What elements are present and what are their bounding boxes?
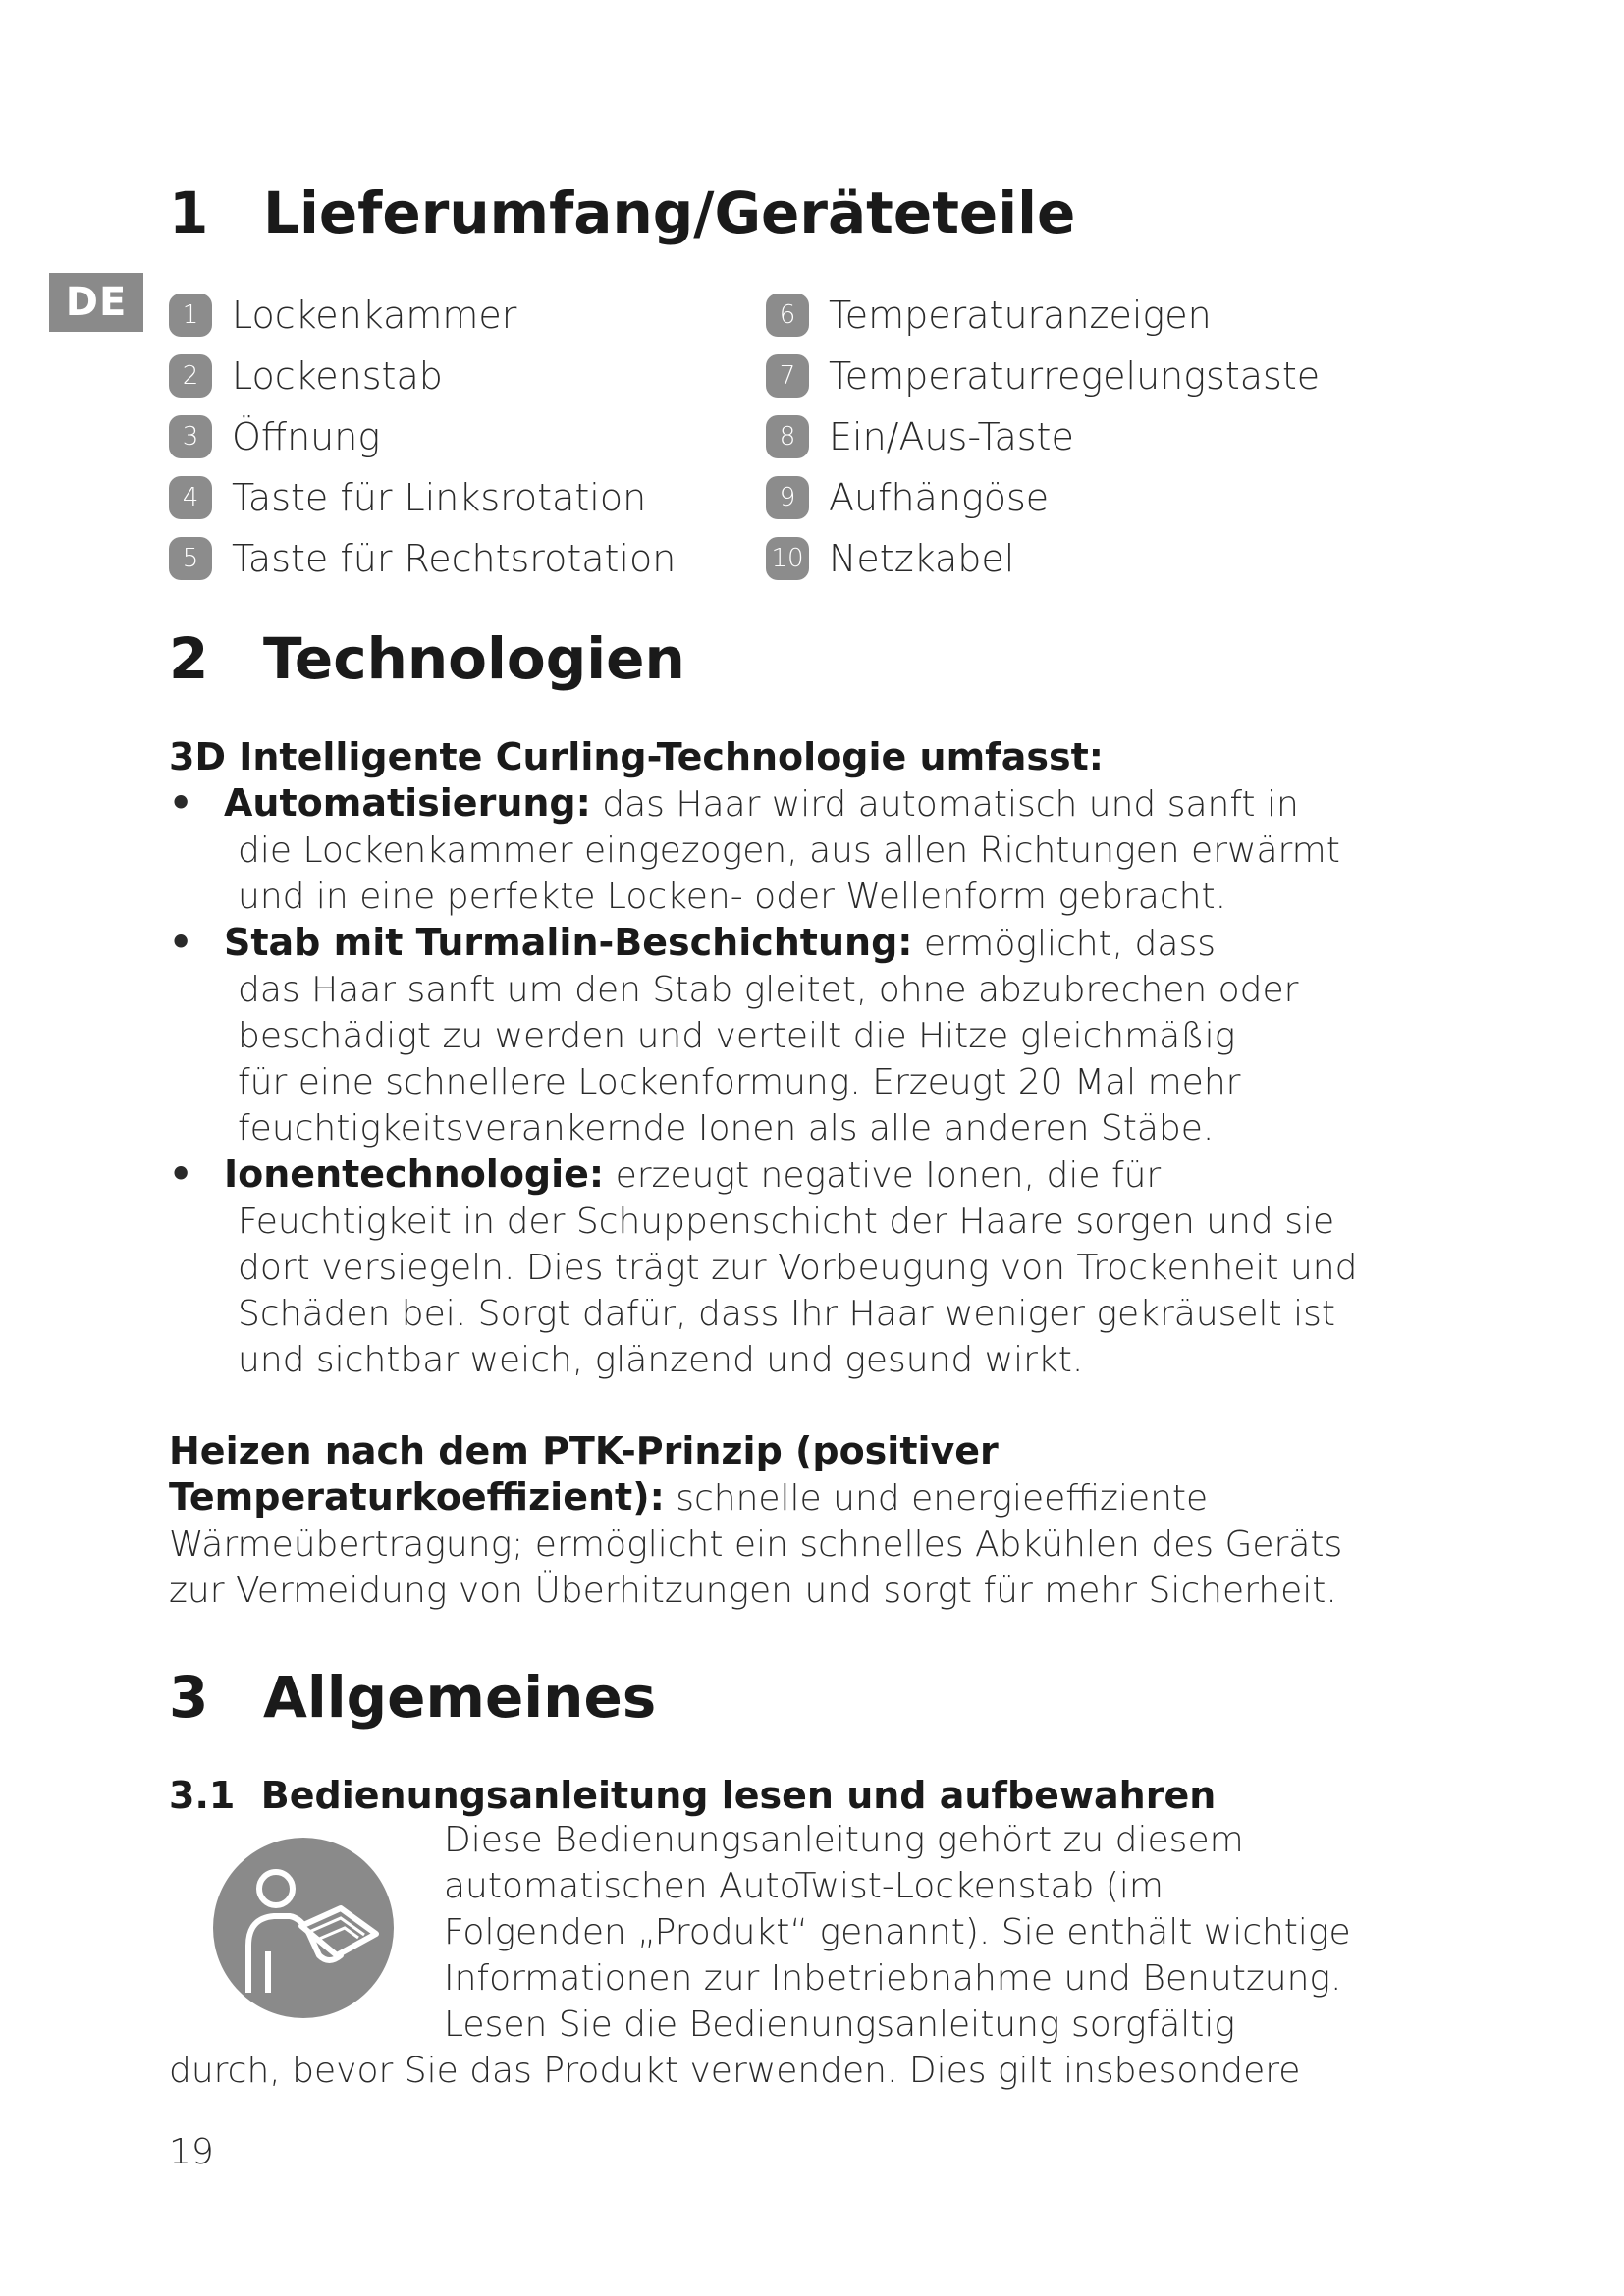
part-item <box>169 406 766 467</box>
part-item <box>766 285 1394 346</box>
bullet-line: beschädigt zu werden und verteilt die Hitze gleichmäßig <box>238 1016 1236 1056</box>
part-label: Taste für Linksrotation <box>232 476 647 519</box>
part-label: Netzkabel <box>829 537 1015 580</box>
bullet-lead: Automatisierung: <box>224 781 591 825</box>
section-2-heading <box>169 625 685 692</box>
part-number-badge: 4 <box>169 476 212 519</box>
intro-line: automatischen AutoTwist-Lockenstab (im <box>444 1866 1164 1906</box>
intro-continuation <box>169 2048 1406 2094</box>
part-label: Temperaturanzeigen <box>829 294 1212 337</box>
part-number-badge: 8 <box>766 415 809 458</box>
section-3-heading <box>169 1664 657 1731</box>
part-label: Taste für Rechtsrotation <box>232 537 677 580</box>
part-item <box>766 467 1394 528</box>
bullet-dot: • <box>169 921 193 964</box>
part-label: Temperaturregelungstaste <box>829 354 1321 398</box>
part-label: Öffnung <box>232 415 381 458</box>
bullet-text: ermöglicht, dass <box>912 924 1216 964</box>
bullet-line: Feuchtigkeit in der Schuppenschicht der Haare sorgen und sie <box>238 1201 1335 1242</box>
intro-line: durch, bevor Sie das Produkt verwenden. Dies gilt insbesondere <box>169 2051 1301 2091</box>
intro-line: Folgenden „Produkt“ genannt). Sie enthält wichtige <box>444 1912 1351 1952</box>
parts-column-left <box>169 285 766 589</box>
part-item <box>169 346 766 406</box>
bullet-lead: Ionentechnologie: <box>224 1152 605 1196</box>
technology-section <box>169 734 1406 1383</box>
intro-line: Lesen Sie die Bedienungsanleitung sorgfältig <box>444 2004 1235 2045</box>
subsection-title: Bedienungsanleitung lesen und aufbewahren <box>260 1774 1217 1817</box>
bullet-dot: • <box>169 1152 193 1196</box>
bullet-line: feuchtigkeitsverankernde Ionen als alle anderen Stäbe. <box>238 1108 1215 1148</box>
bullet-line: für eine schnellere Lockenformung. Erzeugt 20 Mal mehr <box>238 1062 1241 1102</box>
section-3-title: Allgemeines <box>263 1664 657 1731</box>
part-number-badge: 2 <box>169 354 212 398</box>
bullet-line: und sichtbar weich, glänzend und gesund wirkt. <box>238 1340 1084 1380</box>
part-number-badge: 9 <box>766 476 809 519</box>
subsection-3-1-heading <box>169 1773 1406 1819</box>
section-1-title: Lieferumfang/Geräteteile <box>263 180 1076 246</box>
language-tab: DE <box>49 273 143 332</box>
bullet-dot: • <box>169 781 193 825</box>
ptk-line: zur Vermeidung von Überhitzungen und sorgt für mehr Sicherheit. <box>169 1571 1337 1611</box>
bullet-line: die Lockenkammer eingezogen, aus allen Richtungen erwärmt <box>238 830 1340 871</box>
bullet-text: das Haar wird automatisch und sanft in <box>590 784 1299 825</box>
bullet-lead: Stab mit Turmalin-Beschichtung: <box>224 921 913 964</box>
ptk-heading-line: Temperaturkoeffizient): <box>169 1475 665 1519</box>
part-label: Lockenstab <box>232 354 443 398</box>
ptk-heading-line: Heizen nach dem PTK-Prinzip (positiver <box>169 1429 999 1472</box>
part-number-badge: 3 <box>169 415 212 458</box>
part-label: Ein/Aus-Taste <box>829 415 1074 458</box>
part-item <box>766 528 1394 589</box>
part-item <box>169 285 766 346</box>
bullet-line: Schäden bei. Sorgt dafür, dass Ihr Haar weniger gekräuselt ist <box>238 1294 1335 1334</box>
section-1-heading <box>169 180 1076 246</box>
intro-paragraph <box>444 1817 1426 2048</box>
section-2-title: Technologien <box>263 625 685 692</box>
intro-line: Informationen zur Inbetriebnahme und Benutzung. <box>444 1958 1342 1999</box>
technology-bullet <box>169 780 1406 920</box>
ptk-text: schnelle und energieeffiziente <box>664 1478 1209 1519</box>
section-3-number: 3 <box>169 1664 209 1731</box>
intro-line: Diese Bedienungsanleitung gehört zu diesem <box>444 1820 1244 1860</box>
part-label: Lockenkammer <box>232 294 517 337</box>
bullet-line: dort versiegeln. Dies trägt zur Vorbeugung von Trockenheit und <box>238 1248 1358 1288</box>
page-number: 19 <box>169 2132 214 2172</box>
part-number-badge: 5 <box>169 537 212 580</box>
bullet-text: erzeugt negative Ionen, die für <box>604 1155 1162 1196</box>
part-item <box>169 528 766 589</box>
part-number-badge: 1 <box>169 294 212 337</box>
part-number-badge: 10 <box>766 537 809 580</box>
bullet-line: und in eine perfekte Locken- oder Wellenform gebracht. <box>238 877 1227 917</box>
parts-list <box>169 285 1396 589</box>
ptk-paragraph <box>169 1428 1406 1614</box>
part-item <box>766 406 1394 467</box>
section-1-number: 1 <box>169 180 209 246</box>
part-item <box>766 346 1394 406</box>
part-number-badge: 6 <box>766 294 809 337</box>
technology-subheading: 3D Intelligente Curling-Technologie umfasst: <box>169 735 1104 778</box>
bullet-line: das Haar sanft um den Stab gleitet, ohne abzubrechen oder <box>238 970 1299 1010</box>
technology-bullet <box>169 920 1406 1151</box>
part-item <box>169 467 766 528</box>
read-manual-icon <box>211 1836 396 2020</box>
part-label: Aufhängöse <box>829 476 1050 519</box>
section-2-number: 2 <box>169 625 209 692</box>
parts-column-right <box>766 285 1394 589</box>
part-number-badge: 7 <box>766 354 809 398</box>
ptk-line: Wärmeübertragung; ermöglicht ein schnelles Abkühlen des Geräts <box>169 1524 1343 1565</box>
subsection-number: 3.1 <box>169 1774 236 1817</box>
technology-bullet <box>169 1151 1406 1383</box>
